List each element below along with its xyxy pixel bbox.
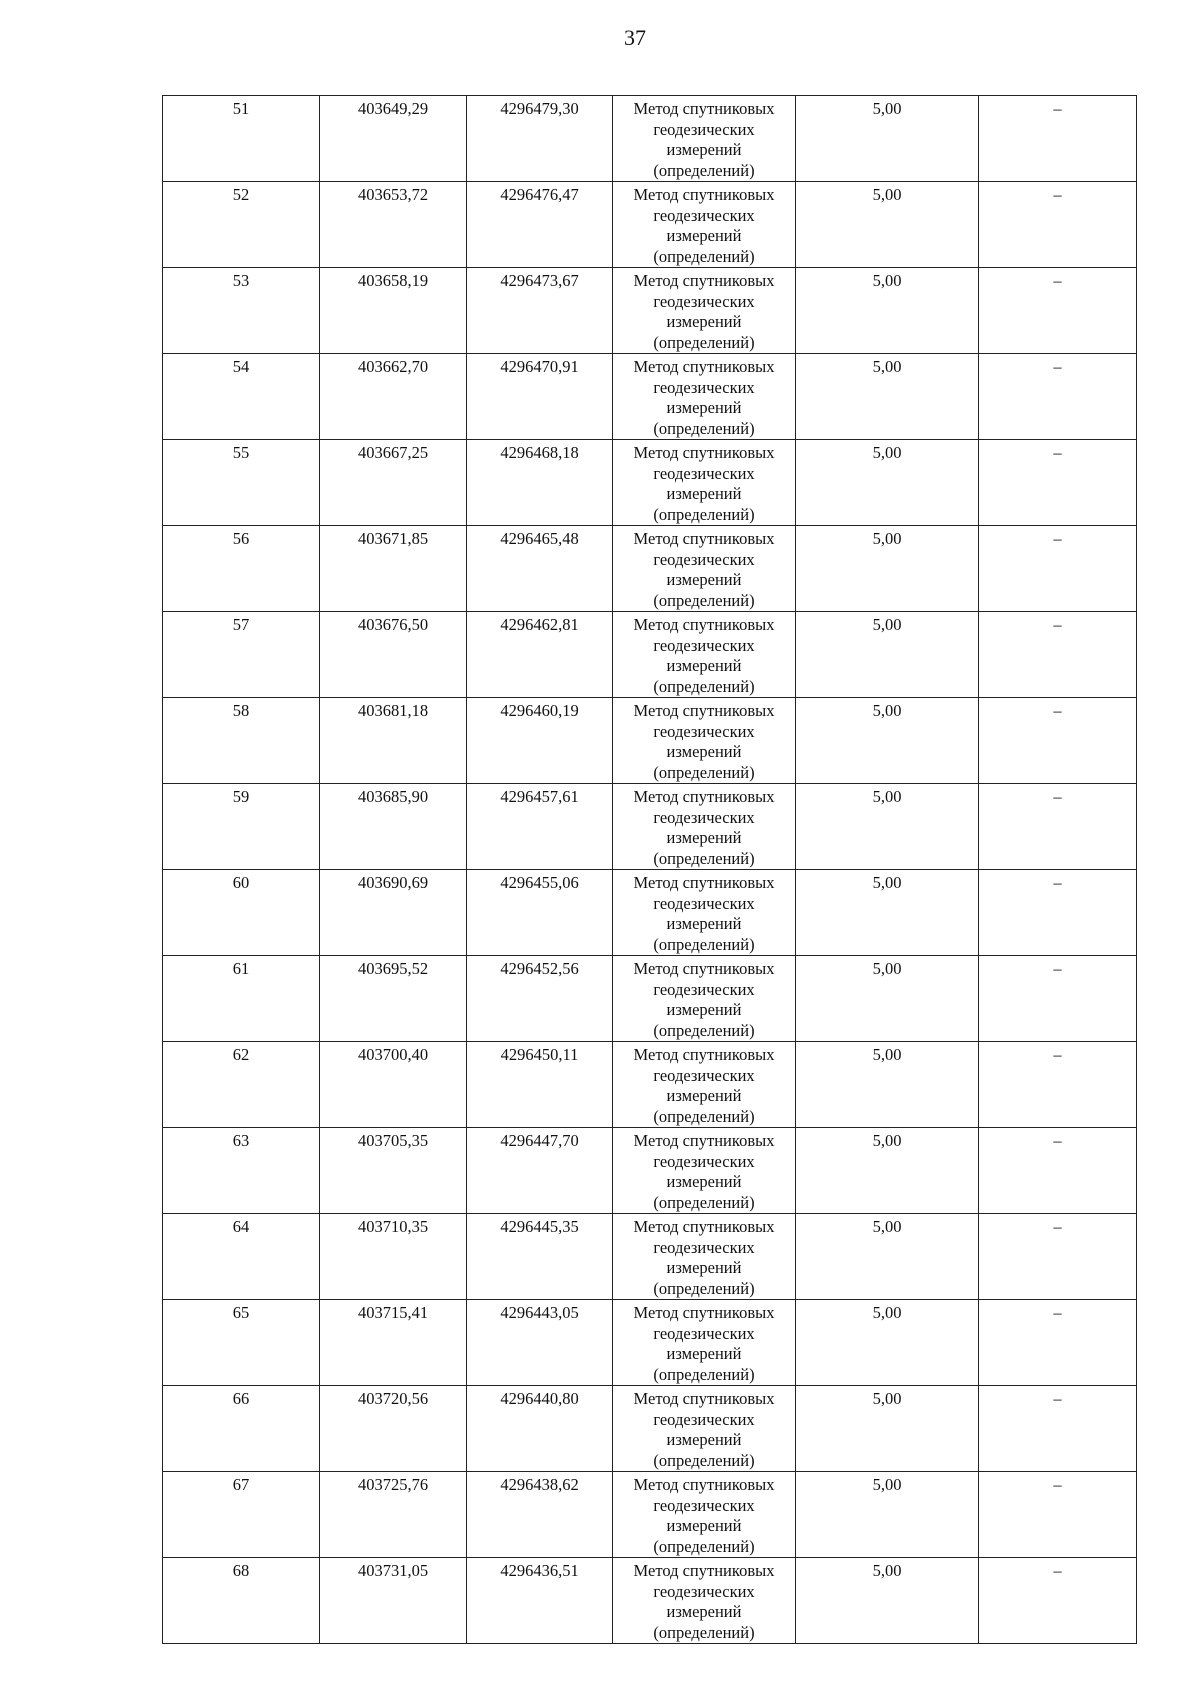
coordinates-table — [162, 95, 1137, 1644]
description-cell: – — [979, 956, 1137, 1042]
point-number-cell: 54 — [163, 354, 320, 440]
y-coordinate-cell: 4296473,67 — [467, 268, 613, 354]
x-coordinate-cell: 403671,85 — [320, 526, 467, 612]
point-number-cell: 64 — [163, 1214, 320, 1300]
method-text: Метод спутниковых геодезических измерений (определений) — [633, 787, 775, 868]
method-text: Метод спутниковых геодезических измерений (определений) — [633, 271, 775, 352]
table-row — [163, 440, 1137, 526]
point-number-cell: 67 — [163, 1472, 320, 1558]
y-coordinate-cell: 4296450,11 — [467, 1042, 613, 1128]
accuracy-cell: 5,00 — [796, 440, 979, 526]
x-coordinate-cell: 403658,19 — [320, 268, 467, 354]
method-cell — [613, 182, 796, 268]
x-coordinate-cell: 403731,05 — [320, 1558, 467, 1644]
point-number-cell: 59 — [163, 784, 320, 870]
x-coordinate-cell: 403685,90 — [320, 784, 467, 870]
method-text: Метод спутниковых геодезических измерений (определений) — [633, 443, 775, 524]
point-number-cell: 63 — [163, 1128, 320, 1214]
table-row — [163, 1214, 1137, 1300]
table-row — [163, 612, 1137, 698]
accuracy-cell: 5,00 — [796, 698, 979, 784]
table-row — [163, 354, 1137, 440]
point-number-cell: 58 — [163, 698, 320, 784]
point-number-cell: 56 — [163, 526, 320, 612]
method-cell — [613, 698, 796, 784]
y-coordinate-cell: 4296436,51 — [467, 1558, 613, 1644]
table-row — [163, 698, 1137, 784]
accuracy-cell: 5,00 — [796, 1042, 979, 1128]
point-number-cell: 66 — [163, 1386, 320, 1472]
x-coordinate-cell: 403720,56 — [320, 1386, 467, 1472]
method-cell — [613, 870, 796, 956]
method-cell — [613, 526, 796, 612]
x-coordinate-cell: 403700,40 — [320, 1042, 467, 1128]
method-cell — [613, 784, 796, 870]
method-text: Метод спутниковых геодезических измерений (определений) — [633, 1045, 775, 1126]
method-text: Метод спутниковых геодезических измерений (определений) — [633, 1475, 775, 1556]
y-coordinate-cell: 4296476,47 — [467, 182, 613, 268]
point-number-cell: 65 — [163, 1300, 320, 1386]
x-coordinate-cell: 403725,76 — [320, 1472, 467, 1558]
table-row — [163, 784, 1137, 870]
table-row — [163, 1472, 1137, 1558]
table-row — [163, 1300, 1137, 1386]
method-cell — [613, 354, 796, 440]
accuracy-cell: 5,00 — [796, 268, 979, 354]
y-coordinate-cell: 4296443,05 — [467, 1300, 613, 1386]
method-cell — [613, 1300, 796, 1386]
description-cell: – — [979, 1386, 1137, 1472]
method-cell — [613, 1042, 796, 1128]
point-number-cell: 61 — [163, 956, 320, 1042]
accuracy-cell: 5,00 — [796, 612, 979, 698]
point-number-cell: 62 — [163, 1042, 320, 1128]
x-coordinate-cell: 403662,70 — [320, 354, 467, 440]
x-coordinate-cell: 403710,35 — [320, 1214, 467, 1300]
description-cell: – — [979, 1558, 1137, 1644]
accuracy-cell: 5,00 — [796, 1128, 979, 1214]
x-coordinate-cell: 403715,41 — [320, 1300, 467, 1386]
table-row — [163, 1558, 1137, 1644]
table-row — [163, 1386, 1137, 1472]
description-cell: – — [979, 784, 1137, 870]
description-cell: – — [979, 1128, 1137, 1214]
method-text: Метод спутниковых геодезических измерений (определений) — [633, 357, 775, 438]
method-text: Метод спутниковых геодезических измерений (определений) — [633, 615, 775, 696]
accuracy-cell: 5,00 — [796, 1386, 979, 1472]
point-number-cell: 52 — [163, 182, 320, 268]
method-cell — [613, 1128, 796, 1214]
method-cell — [613, 1214, 796, 1300]
x-coordinate-cell: 403653,72 — [320, 182, 467, 268]
description-cell: – — [979, 1472, 1137, 1558]
method-text: Метод спутниковых геодезических измерений (определений) — [633, 99, 775, 180]
y-coordinate-cell: 4296440,80 — [467, 1386, 613, 1472]
method-text: Метод спутниковых геодезических измерений (определений) — [633, 1389, 775, 1470]
table-row — [163, 1128, 1137, 1214]
method-text: Метод спутниковых геодезических измерений (определений) — [633, 1131, 775, 1212]
point-number-cell: 53 — [163, 268, 320, 354]
accuracy-cell: 5,00 — [796, 1472, 979, 1558]
method-cell — [613, 1558, 796, 1644]
description-cell: – — [979, 268, 1137, 354]
table-row — [163, 956, 1137, 1042]
page-number: 37 — [624, 25, 646, 50]
table-row — [163, 526, 1137, 612]
accuracy-cell: 5,00 — [796, 1558, 979, 1644]
point-number-cell: 60 — [163, 870, 320, 956]
accuracy-cell: 5,00 — [796, 354, 979, 440]
method-text: Метод спутниковых геодезических измерений (определений) — [633, 1561, 775, 1642]
description-cell: – — [979, 96, 1137, 182]
description-cell: – — [979, 1042, 1137, 1128]
y-coordinate-cell: 4296457,61 — [467, 784, 613, 870]
x-coordinate-cell: 403690,69 — [320, 870, 467, 956]
point-number-cell: 55 — [163, 440, 320, 526]
accuracy-cell: 5,00 — [796, 182, 979, 268]
x-coordinate-cell: 403695,52 — [320, 956, 467, 1042]
table-row — [163, 96, 1137, 182]
description-cell: – — [979, 1214, 1137, 1300]
y-coordinate-cell: 4296445,35 — [467, 1214, 613, 1300]
description-cell: – — [979, 526, 1137, 612]
table-body — [163, 96, 1137, 1644]
description-cell: – — [979, 182, 1137, 268]
method-text: Метод спутниковых геодезических измерений (определений) — [633, 873, 775, 954]
description-cell: – — [979, 354, 1137, 440]
point-number-cell: 51 — [163, 96, 320, 182]
description-cell: – — [979, 440, 1137, 526]
y-coordinate-cell: 4296460,19 — [467, 698, 613, 784]
accuracy-cell: 5,00 — [796, 956, 979, 1042]
point-number-cell: 68 — [163, 1558, 320, 1644]
method-cell — [613, 612, 796, 698]
accuracy-cell: 5,00 — [796, 96, 979, 182]
description-cell: – — [979, 612, 1137, 698]
method-cell — [613, 96, 796, 182]
description-cell: – — [979, 870, 1137, 956]
method-cell — [613, 1472, 796, 1558]
method-text: Метод спутниковых геодезических измерений (определений) — [633, 185, 775, 266]
point-number-cell: 57 — [163, 612, 320, 698]
y-coordinate-cell: 4296462,81 — [467, 612, 613, 698]
method-cell — [613, 1386, 796, 1472]
y-coordinate-cell: 4296455,06 — [467, 870, 613, 956]
accuracy-cell: 5,00 — [796, 1214, 979, 1300]
y-coordinate-cell: 4296465,48 — [467, 526, 613, 612]
description-cell: – — [979, 1300, 1137, 1386]
method-text: Метод спутниковых геодезических измерений (определений) — [633, 1217, 775, 1298]
y-coordinate-cell: 4296470,91 — [467, 354, 613, 440]
method-cell — [613, 268, 796, 354]
method-text: Метод спутниковых геодезических измерений (определений) — [633, 1303, 775, 1384]
table-row — [163, 182, 1137, 268]
x-coordinate-cell: 403681,18 — [320, 698, 467, 784]
x-coordinate-cell: 403667,25 — [320, 440, 467, 526]
table-row — [163, 1042, 1137, 1128]
y-coordinate-cell: 4296479,30 — [467, 96, 613, 182]
x-coordinate-cell: 403649,29 — [320, 96, 467, 182]
table-row — [163, 870, 1137, 956]
x-coordinate-cell: 403705,35 — [320, 1128, 467, 1214]
y-coordinate-cell: 4296468,18 — [467, 440, 613, 526]
accuracy-cell: 5,00 — [796, 526, 979, 612]
accuracy-cell: 5,00 — [796, 1300, 979, 1386]
y-coordinate-cell: 4296438,62 — [467, 1472, 613, 1558]
method-cell — [613, 440, 796, 526]
method-text: Метод спутниковых геодезических измерений (определений) — [633, 529, 775, 610]
accuracy-cell: 5,00 — [796, 784, 979, 870]
y-coordinate-cell: 4296452,56 — [467, 956, 613, 1042]
x-coordinate-cell: 403676,50 — [320, 612, 467, 698]
y-coordinate-cell: 4296447,70 — [467, 1128, 613, 1214]
description-cell: – — [979, 698, 1137, 784]
method-text: Метод спутниковых геодезических измерений (определений) — [633, 959, 775, 1040]
table-row — [163, 268, 1137, 354]
method-cell — [613, 956, 796, 1042]
accuracy-cell: 5,00 — [796, 870, 979, 956]
method-text: Метод спутниковых геодезических измерений (определений) — [633, 701, 775, 782]
